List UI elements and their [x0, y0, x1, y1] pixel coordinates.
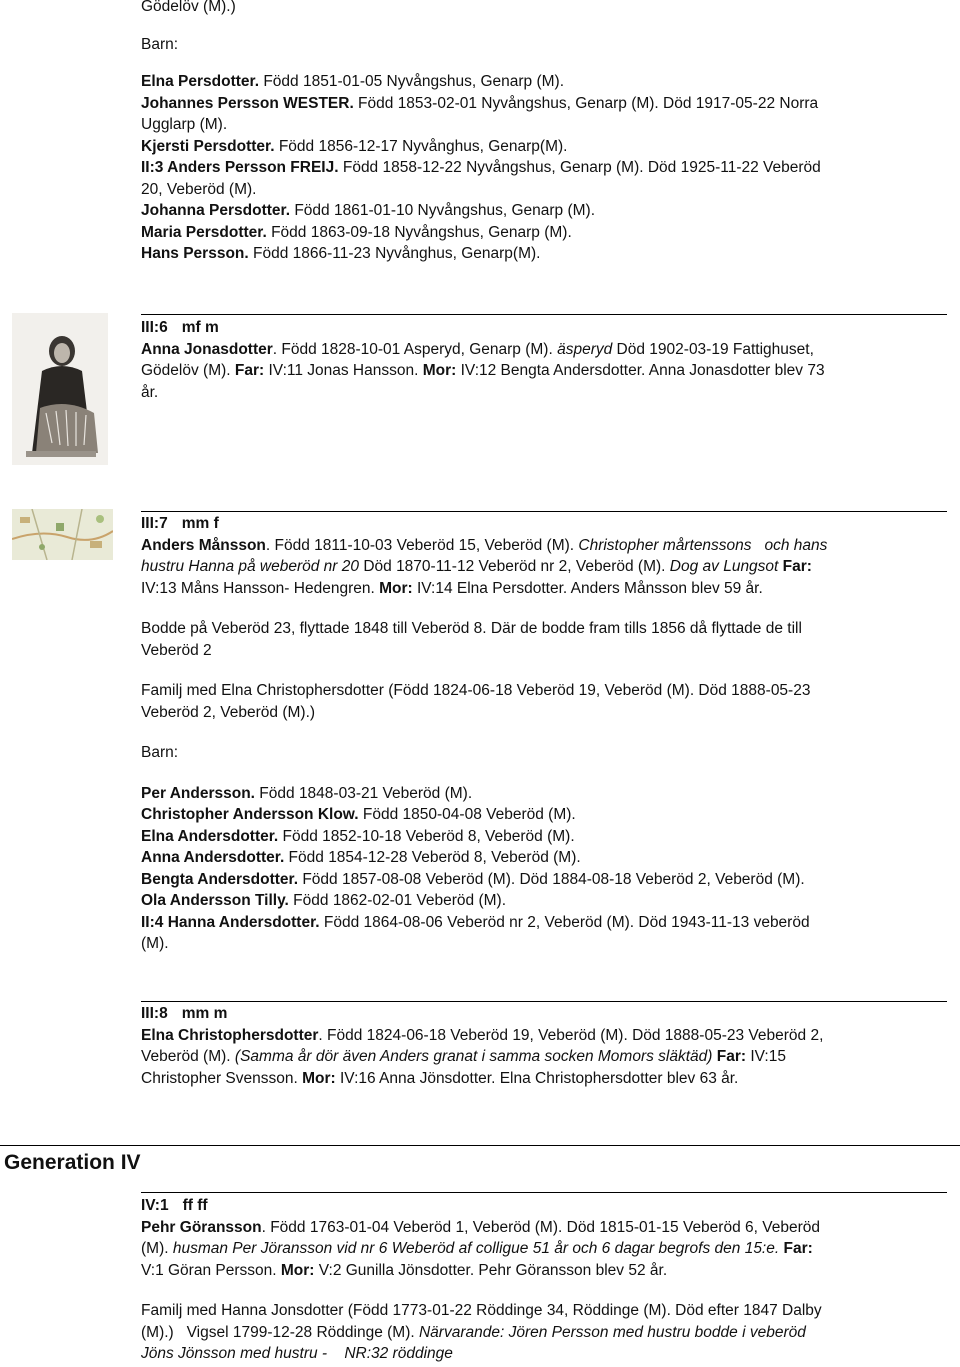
text-segment: Christopher Svensson.: [141, 1069, 303, 1087]
child-name: Johannes Persson WESTER.: [141, 94, 354, 112]
person-heading: [141, 1195, 941, 1217]
child-details: Född 1853-02-01 Nyvångshus, Genarp (M). Död 1917-05-22 Norra: [353, 94, 819, 112]
child-entry: [141, 804, 941, 826]
text-segment: . Född 1811-10-03 Veberöd 15, Veberöd (M).: [265, 536, 579, 554]
text-segment: V:2 Gunilla Jönsdotter. Pehr Göransson blev 52 år.: [314, 1261, 668, 1279]
note-italic: Christopher mårtenssons och hans: [578, 536, 828, 554]
person-id: IV:1: [141, 1197, 169, 1214]
text-segment: IV:16 Anna Jönsdotter. Elna Christophersdotter blev 63 år.: [335, 1069, 739, 1087]
child-name: Elna Andersdotter.: [141, 827, 279, 845]
child-name: Maria Persdotter.: [141, 223, 267, 241]
far-label: Far:: [778, 558, 812, 575]
text-segment: (M).) Vigsel 1799-12-28 Röddinge (M).: [141, 1323, 419, 1341]
person-iii-7: [141, 513, 941, 955]
child-details: Född 1851-01-05 Nyvångshus, Genarp (M).: [259, 73, 565, 90]
section-rule: [141, 1192, 947, 1193]
child-name: II:4 Hanna Andersdotter.: [141, 913, 320, 931]
relation-code: mm f: [181, 515, 219, 532]
note-italic: Närvarande: Jören Persson med hustru bodde i veberöd: [418, 1323, 806, 1341]
note-italic: Dog av Lungsot: [669, 558, 779, 575]
child-entry: [141, 93, 941, 115]
child-name: Hans Persson.: [141, 245, 249, 262]
person-iv-1: [141, 1195, 941, 1365]
child-details: Född 1857-08-08 Veberöd (M). Död 1884-08-18 Veberöd 2, Veberöd (M).: [298, 870, 805, 888]
child-entry: [141, 243, 941, 265]
child-entry: [141, 847, 941, 869]
person-iii-8: [141, 1003, 941, 1089]
section-rule: [141, 1001, 947, 1002]
child-entry: [141, 869, 941, 891]
note-italic: Jöns Jönsson med hustru - NR:32 röddinge: [141, 1345, 453, 1362]
generation-rule: [0, 1145, 960, 1146]
text-segment: Död 1902-03-19 Fattighuset,: [612, 340, 814, 358]
portrait-photo: [12, 313, 108, 465]
person-id: III:6: [141, 319, 168, 336]
text-line: Gödelöv (M).): [141, 0, 236, 15]
child-entry: [141, 114, 941, 136]
person-name: Elna Christophersdotter: [141, 1026, 319, 1044]
person-name: Pehr Göransson: [141, 1218, 262, 1236]
text-segment: (M).: [141, 1240, 173, 1257]
text-segment: IV:12 Bengta Andersdotter. Anna Jonasdotter blev 73: [456, 362, 825, 379]
text-segment: IV:15: [746, 1048, 786, 1065]
child-entry: [141, 179, 941, 201]
child-details: Född 1862-02-01 Veberöd (M).: [288, 892, 507, 909]
child-name: Anna Andersdotter.: [141, 849, 285, 866]
child-details: Född 1866-11-23 Nyvånghus, Genarp(M).: [248, 245, 541, 262]
text-segment: IV:13 Måns Hansson- Hedengren.: [141, 579, 380, 597]
child-name: Per Andersson.: [141, 784, 255, 802]
text-segment: . Född 1828-10-01 Asperyd, Genarp (M).: [272, 340, 558, 358]
child-details: Född 1848-03-21 Veberöd (M).: [255, 784, 473, 802]
person-heading: [141, 513, 941, 535]
mor-label: Mor:: [422, 362, 457, 379]
child-details: Född 1863-09-18 Nyvångshus, Genarp (M).: [266, 223, 572, 241]
child-entry: [141, 933, 941, 955]
child-entry: [141, 890, 941, 912]
child-details: Född 1858-12-22 Nyvångshus, Genarp (M). Död 1925-11-22 Veberöd: [338, 159, 821, 176]
child-entry: [141, 826, 941, 848]
note-italic: husman Per Jöransson vid nr 6 Weberöd af colligue 51 år och 6 dagar begrofs den 15:e.: [172, 1240, 780, 1257]
family-continuation: [141, 0, 941, 265]
relation-code: ff ff: [182, 1197, 208, 1214]
child-entry: [141, 200, 941, 222]
text-segment: Död 1870-11-12 Veberöd nr 2, Veberöd (M).: [359, 558, 670, 575]
text-segment: . Född 1763-01-04 Veberöd 1, Veberöd (M). Död 1815-01-15 Veberöd 6, Veberöd: [261, 1218, 820, 1236]
person-name: Anna Jonasdotter: [141, 340, 273, 358]
family-text: Familj med Elna Christophersdotter (Född 1824-06-18 Veberöd 19, Veberöd (M). Död 1888-05-23: [141, 682, 811, 699]
mor-label: Mor:: [379, 579, 413, 597]
child-details: Född 1852-10-18 Veberöd 8, Veberöd (M).: [278, 827, 575, 845]
person-heading: [141, 317, 941, 339]
child-entry: [141, 136, 941, 158]
child-details: Född 1854-12-28 Veberöd 8, Veberöd (M).: [284, 849, 581, 866]
residence-text: Veberöd 2: [141, 641, 212, 659]
child-entry: [141, 912, 941, 934]
person-heading: [141, 1003, 941, 1025]
mor-label: Mor:: [280, 1261, 315, 1279]
far-label: Far:: [779, 1240, 813, 1257]
section-rule: [141, 511, 947, 512]
text-segment: . Född 1824-06-18 Veberöd 19, Veberöd (M). Död 1888-05-23 Veberöd 2,: [318, 1026, 824, 1044]
far-label: Far:: [712, 1048, 747, 1065]
mor-label: Mor:: [302, 1069, 336, 1087]
text-line: år.: [141, 383, 159, 401]
map-image: [12, 509, 113, 560]
relation-code: mf m: [181, 319, 219, 336]
children-list: [141, 71, 941, 265]
text-segment: IV:11 Jonas Hansson.: [264, 362, 423, 379]
child-details: Ugglarp (M).: [141, 116, 228, 133]
text-segment: IV:14 Elna Persdotter. Anders Månsson blev 59 år.: [412, 579, 763, 597]
child-entry: [141, 783, 941, 805]
child-details: Född 1850-04-08 Veberöd (M).: [358, 806, 576, 823]
far-label: Far:: [234, 362, 265, 379]
barn-label: Barn:: [141, 35, 179, 53]
text-segment: Veberöd (M).: [141, 1048, 235, 1065]
section-rule: [141, 314, 947, 315]
child-entry: [141, 71, 941, 93]
note-italic: hustru Hanna på weberöd nr 20: [141, 558, 360, 575]
residence-text: Bodde på Veberöd 23, flyttade 1848 till Veberöd 8. Där de bodde fram tills 1856 då flyttade de till: [141, 620, 802, 637]
person-name: Anders Månsson: [141, 536, 266, 554]
barn-label: Barn:: [141, 744, 179, 761]
relation-code: mm m: [181, 1005, 228, 1022]
child-details: Född 1861-01-10 Nyvångshus, Genarp (M).: [290, 202, 596, 219]
child-details: Född 1856-12-17 Nyvånghus, Genarp(M).: [274, 137, 568, 155]
child-name: Ola Andersson Tilly.: [141, 892, 289, 909]
child-name: II:3 Anders Persson FREIJ.: [141, 159, 339, 176]
person-iii-6: [141, 317, 941, 403]
child-details: 20, Veberöd (M).: [141, 180, 257, 198]
children-list: [141, 783, 941, 955]
family-text: Veberöd 2, Veberöd (M).): [141, 703, 316, 721]
child-entry: [141, 222, 941, 244]
child-name: Christopher Andersson Klow.: [141, 806, 359, 823]
child-name: Elna Persdotter.: [141, 73, 260, 90]
note-italic: (Samma år dör även Anders granat i samma socken Momors släktäd): [234, 1048, 713, 1065]
child-entry: [141, 157, 941, 179]
text-segment: V:1 Göran Persson.: [141, 1261, 281, 1279]
note-italic: äsperyd: [557, 340, 613, 358]
child-name: Johanna Persdotter.: [141, 202, 291, 219]
child-details: Född 1864-08-06 Veberöd nr 2, Veberöd (M). Död 1943-11-13 veberöd: [319, 913, 810, 931]
person-id: III:8: [141, 1005, 168, 1022]
child-name: Kjersti Persdotter.: [141, 137, 275, 155]
child-name: Bengta Andersdotter.: [141, 870, 299, 888]
family-text: Familj med Hanna Jonsdotter (Född 1773-01-22 Röddinge 34, Röddinge (M). Död efter 1847 Dalby: [141, 1302, 822, 1319]
person-id: III:7: [141, 515, 168, 532]
generation-title: Generation IV: [4, 1151, 141, 1174]
text-segment: Gödelöv (M).: [141, 362, 235, 379]
child-details: (M).: [141, 935, 169, 952]
